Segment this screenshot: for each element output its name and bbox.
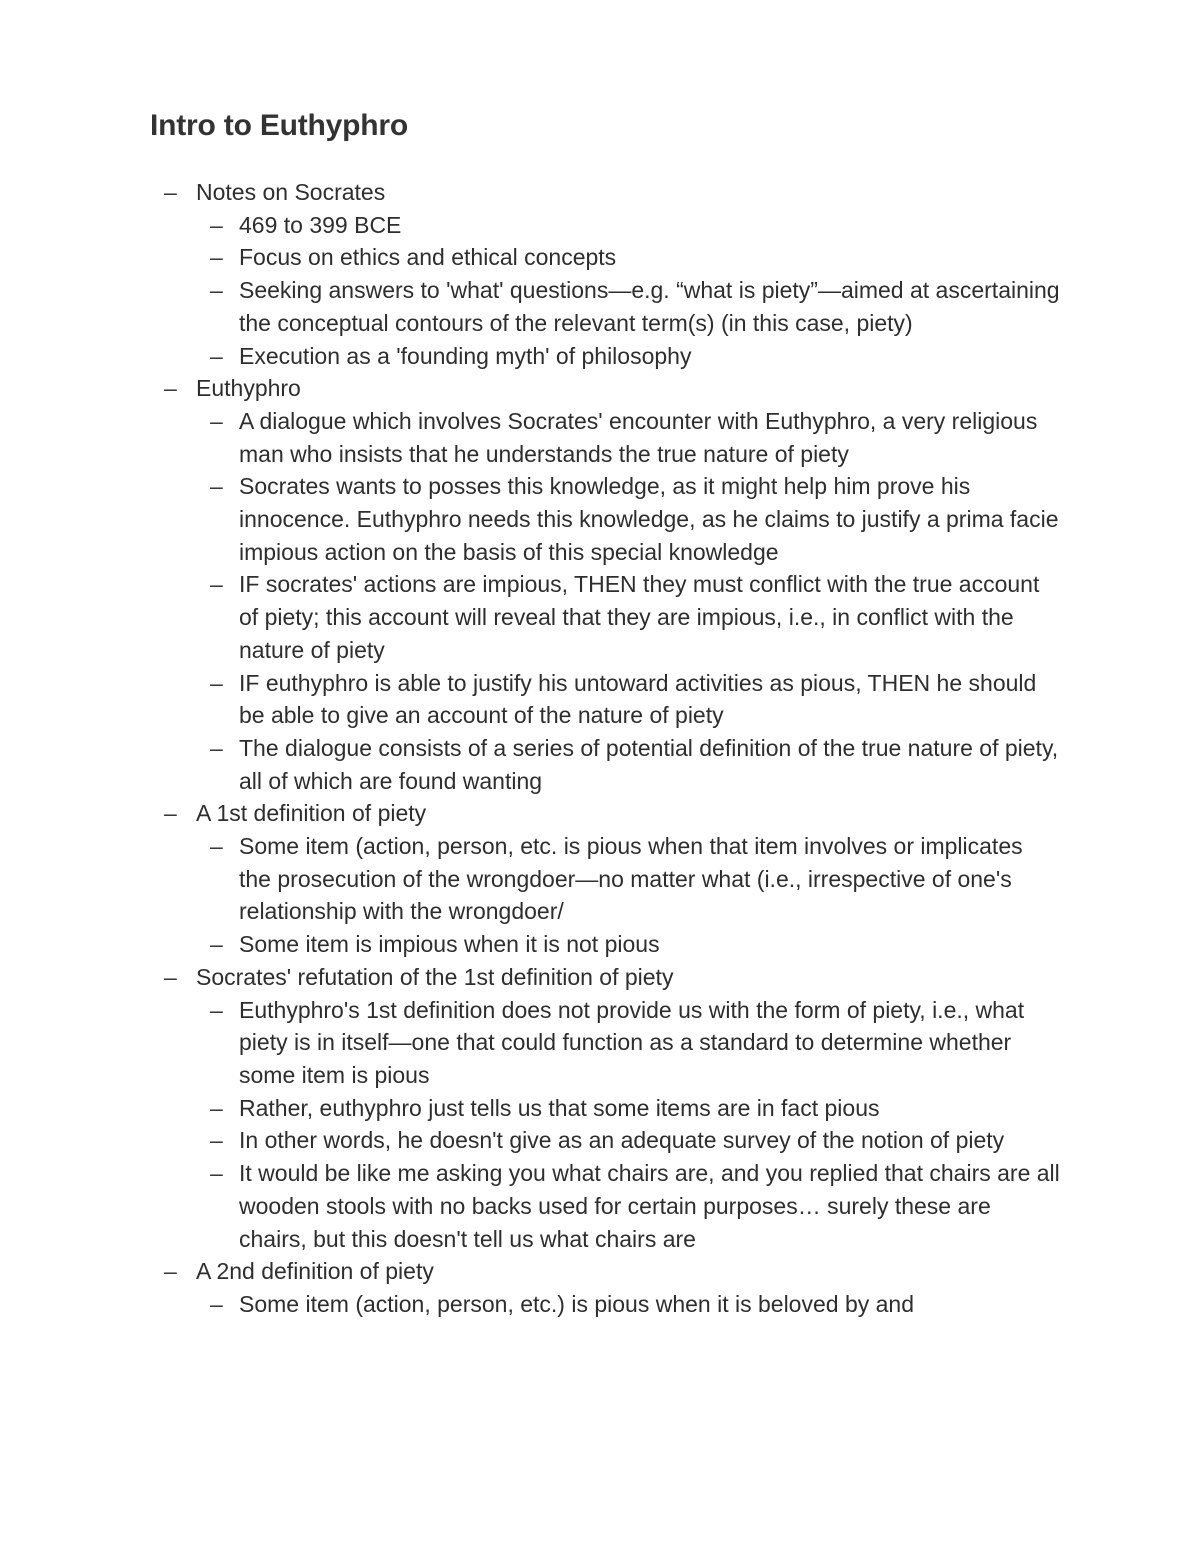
dash-bullet-icon: –	[210, 1094, 223, 1121]
dash-bullet-icon: –	[164, 1258, 177, 1285]
outline-subitem	[150, 241, 1060, 274]
outline-subitem	[150, 830, 1060, 928]
outline-item-text: A 1st definition of piety	[196, 800, 427, 827]
outline-item-text: Socrates' refutation of the 1st definition of piety	[196, 963, 674, 990]
outline-item-text: Execution as a 'founding myth' of philosophy	[239, 342, 692, 369]
outline-subitem	[150, 405, 1060, 470]
outline-subitem	[150, 1157, 1060, 1255]
outline-subitem	[150, 1124, 1060, 1157]
outline-item-text: 469 to 399 BCE	[239, 211, 402, 238]
dash-bullet-icon: –	[210, 277, 223, 304]
dash-bullet-icon: –	[210, 244, 223, 271]
outline-item-text: A 2nd definition of piety	[196, 1258, 434, 1285]
outline-item	[150, 372, 1060, 405]
outline-item-text: Focus on ethics and ethical concepts	[239, 244, 617, 271]
outline-subitem	[150, 209, 1060, 242]
outline-subitem	[150, 340, 1060, 373]
document-title: Intro to Euthyphro	[150, 109, 409, 142]
outline-item	[150, 961, 1060, 994]
dash-bullet-icon: –	[210, 407, 223, 434]
outline-item	[150, 176, 1060, 209]
outline-subitem	[150, 274, 1060, 339]
outline-item-text: Euthyphro's 1st definition does not provide us with the form of piety, i.e., what piety is in itself—one that could function as a standard to determine whether some item is pious	[239, 996, 1025, 1088]
outline-item-text: IF euthyphro is able to justify his untoward activities as pious, THEN he should be able to give an account of the nature of piety	[239, 669, 1037, 729]
outline-item-text: Rather, euthyphro just tells us that some items are in fact pious	[239, 1094, 880, 1121]
outline-item-text: Some item is impious when it is not pious	[239, 931, 660, 958]
outline-item-text: In other words, he doesn't give as an adequate survey of the notion of piety	[239, 1127, 1005, 1154]
outline-subitem	[150, 568, 1060, 666]
dash-bullet-icon: –	[210, 1160, 223, 1187]
dash-bullet-icon: –	[210, 342, 223, 369]
dash-bullet-icon: –	[210, 734, 223, 761]
dash-bullet-icon: –	[164, 375, 177, 402]
outline-subitem	[150, 928, 1060, 961]
dash-bullet-icon: –	[210, 1127, 223, 1154]
outline-item-text: Some item (action, person, etc. is pious when that item involves or implicates the prosecution of the wrongdoer—no matter what (i.e., irrespective of one's relationship with the wrongdoer/	[239, 833, 1023, 925]
outline-subitem	[150, 1092, 1060, 1125]
outline-item-text: It would be like me asking you what chairs are, and you replied that chairs are all wooden stools with no backs used for certain purposes… surely these are chairs, but this doesn't tell us what chairs are	[239, 1160, 1060, 1252]
dash-bullet-icon: –	[210, 833, 223, 860]
dash-bullet-icon: –	[164, 179, 177, 205]
outline-item-text: Seeking answers to 'what' questions—e.g. “what is piety”—aimed at ascertaining the conceptual contours of the relevant term(s) (in this case, piety)	[239, 277, 1060, 336]
outline-item-text: Some item (action, person, etc.) is pious when it is beloved by and	[239, 1290, 915, 1317]
outline-item-text: IF socrates' actions are impious, THEN they must conflict with the true account of piety; this account will reveal that they are impious, i.e., in conflict with the nature of piety	[239, 571, 1040, 663]
outline-item-text: Socrates wants to posses this knowledge, as it might help him prove his innocence. Euthyphro needs this knowledge, as he claims to justify a prima facie impious action on the basis of this special knowledge	[239, 473, 1059, 565]
notes-outline	[150, 176, 1060, 1321]
dash-bullet-icon: –	[210, 1290, 223, 1317]
outline-item	[150, 797, 1060, 830]
outline-item-text: Notes on Socrates	[196, 179, 386, 205]
outline-subitem	[150, 470, 1060, 568]
dash-bullet-icon: –	[210, 571, 223, 598]
dash-bullet-icon: –	[210, 669, 223, 696]
document-page	[150, 104, 1060, 1321]
dash-bullet-icon: –	[164, 963, 177, 990]
outline-subitem	[150, 994, 1060, 1092]
outline-subitem	[150, 1288, 1060, 1321]
dash-bullet-icon: –	[210, 931, 223, 958]
outline-item-text: The dialogue consists of a series of potential definition of the true nature of piety, all of which are found wanting	[239, 734, 1059, 794]
outline-subitem	[150, 667, 1060, 732]
dash-bullet-icon: –	[210, 996, 223, 1023]
outline-item-text: A dialogue which involves Socrates' encounter with Euthyphro, a very religious man who insists that he understands the true nature of piety	[239, 407, 1038, 467]
dash-bullet-icon: –	[210, 473, 223, 500]
dash-bullet-icon: –	[210, 211, 223, 238]
dash-bullet-icon: –	[164, 800, 177, 827]
outline-subitem	[150, 732, 1060, 797]
outline-item-text: Euthyphro	[196, 375, 301, 402]
outline-item	[150, 1255, 1060, 1288]
